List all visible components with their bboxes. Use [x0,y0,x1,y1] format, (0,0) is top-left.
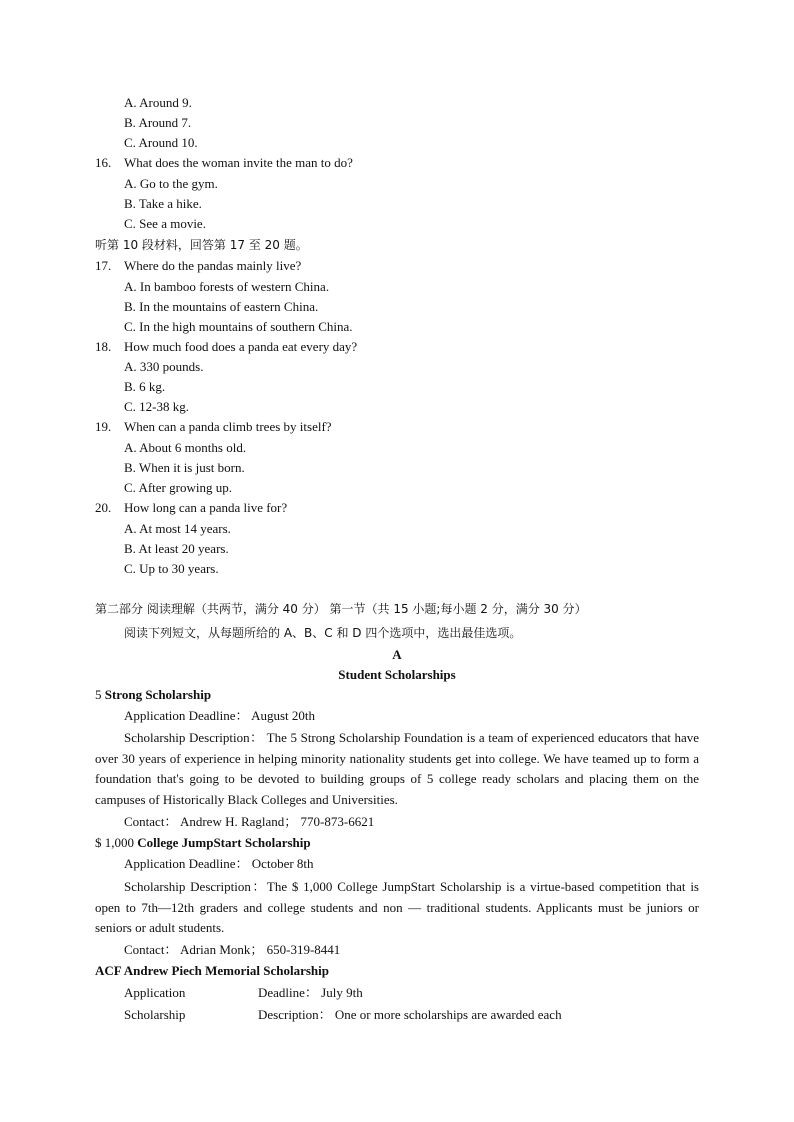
scholarship-3-deadline-label: Application [124,985,186,1000]
option: A. At most 14 years. [124,521,231,536]
passage-title: Student Scholarships [338,667,456,682]
scholarship-1-deadline: Application Deadline： August 20th [124,708,316,723]
question-number: 19. [95,419,112,434]
question-number: 16. [95,155,112,170]
scholarship-1-description-text: Scholarship Description： The 5 Strong Scholarship Foundation is a team of experienced educators that have over 30 years of experience in helping minority nationality students get into college. We have teamed up to form a foundation that's going to be devoted to building groups of 5 college ready scholars and placing them on the campuses of Historically Black Colleges and Universities. [95,730,699,807]
part2-instruction: 阅读下列短文，从每题所给的 A、B、C 和 D 四个选项中，选出最佳选项。 [124,626,522,640]
scholarship-3-name: ACF Andrew Piech Memorial Scholarship [95,963,329,978]
option: A. About 6 months old. [124,440,247,455]
option: C. 12-38 kg. [124,399,189,414]
question-text: Where do the pandas mainly live? [124,258,302,273]
option: A. 330 pounds. [124,359,204,374]
option: B. At least 20 years. [124,541,229,556]
option: C. See a movie. [124,216,206,231]
part2-title: 第二部分 阅读理解（共两节，满分 40 分） 第一节（共 15 小题;每小题 2 分，满分 30 分） [95,602,587,616]
option: B. When it is just born. [124,460,245,475]
scholarship-1-heading [95,687,211,703]
question-text: What does the woman invite the man to do? [124,155,353,170]
option: B. Take a hike. [124,196,202,211]
option: C. Up to 30 years. [124,561,219,576]
question-number: 17. [95,258,112,273]
scholarship-1-description [95,728,699,810]
question-number: 20. [95,500,112,515]
scholarship-1-prefix: 5 [95,687,105,702]
scholarship-2-name: College JumpStart Scholarship [137,835,311,850]
passage-letter: A [392,647,402,662]
option: C. In the high mountains of southern China. [124,319,353,334]
option: A. In bamboo forests of western China. [124,279,330,294]
question-text: How long can a panda live for? [124,500,288,515]
question-text: When can a panda climb trees by itself? [124,419,332,434]
scholarship-2-description-text: Scholarship Description：The $ 1,000 College JumpStart Scholarship is a virtue-based competition that is open to 7th—12th graders and college students and non — traditional students. Applicants must be juniors or seniors or adult students. [95,879,699,935]
question-text: How much food does a panda eat every day? [124,339,358,354]
scholarship-2-prefix: $ 1,000 [95,835,138,850]
scholarship-1-name: Strong Scholarship [104,687,212,702]
q15-option-a: A. Around 9. [124,95,192,110]
q15-option-b: B. Around 7. [124,115,192,130]
option: B. In the mountains of eastern China. [124,299,319,314]
question-number: 18. [95,339,112,354]
scholarship-2-contact: Contact： Adrian Monk； 650-319-8441 [124,942,341,957]
scholarship-3-description-value: Description： One or more scholarships are awarded each [258,1007,562,1022]
option: B. 6 kg. [124,379,166,394]
section-instruction: 听第 10 段材料，回答第 17 至 20 题。 [95,238,308,252]
q15-option-c: C. Around 10. [124,135,198,150]
scholarship-3-deadline-value: Deadline： July 9th [258,985,363,1000]
scholarship-2-heading [95,835,311,851]
scholarship-2-description [95,877,699,939]
option: C. After growing up. [124,480,232,495]
option: A. Go to the gym. [124,176,218,191]
scholarship-3-description-label: Scholarship [124,1007,186,1022]
scholarship-2-deadline: Application Deadline： October 8th [124,856,314,871]
scholarship-1-contact: Contact： Andrew H. Ragland； 770-873-6621 [124,814,375,829]
